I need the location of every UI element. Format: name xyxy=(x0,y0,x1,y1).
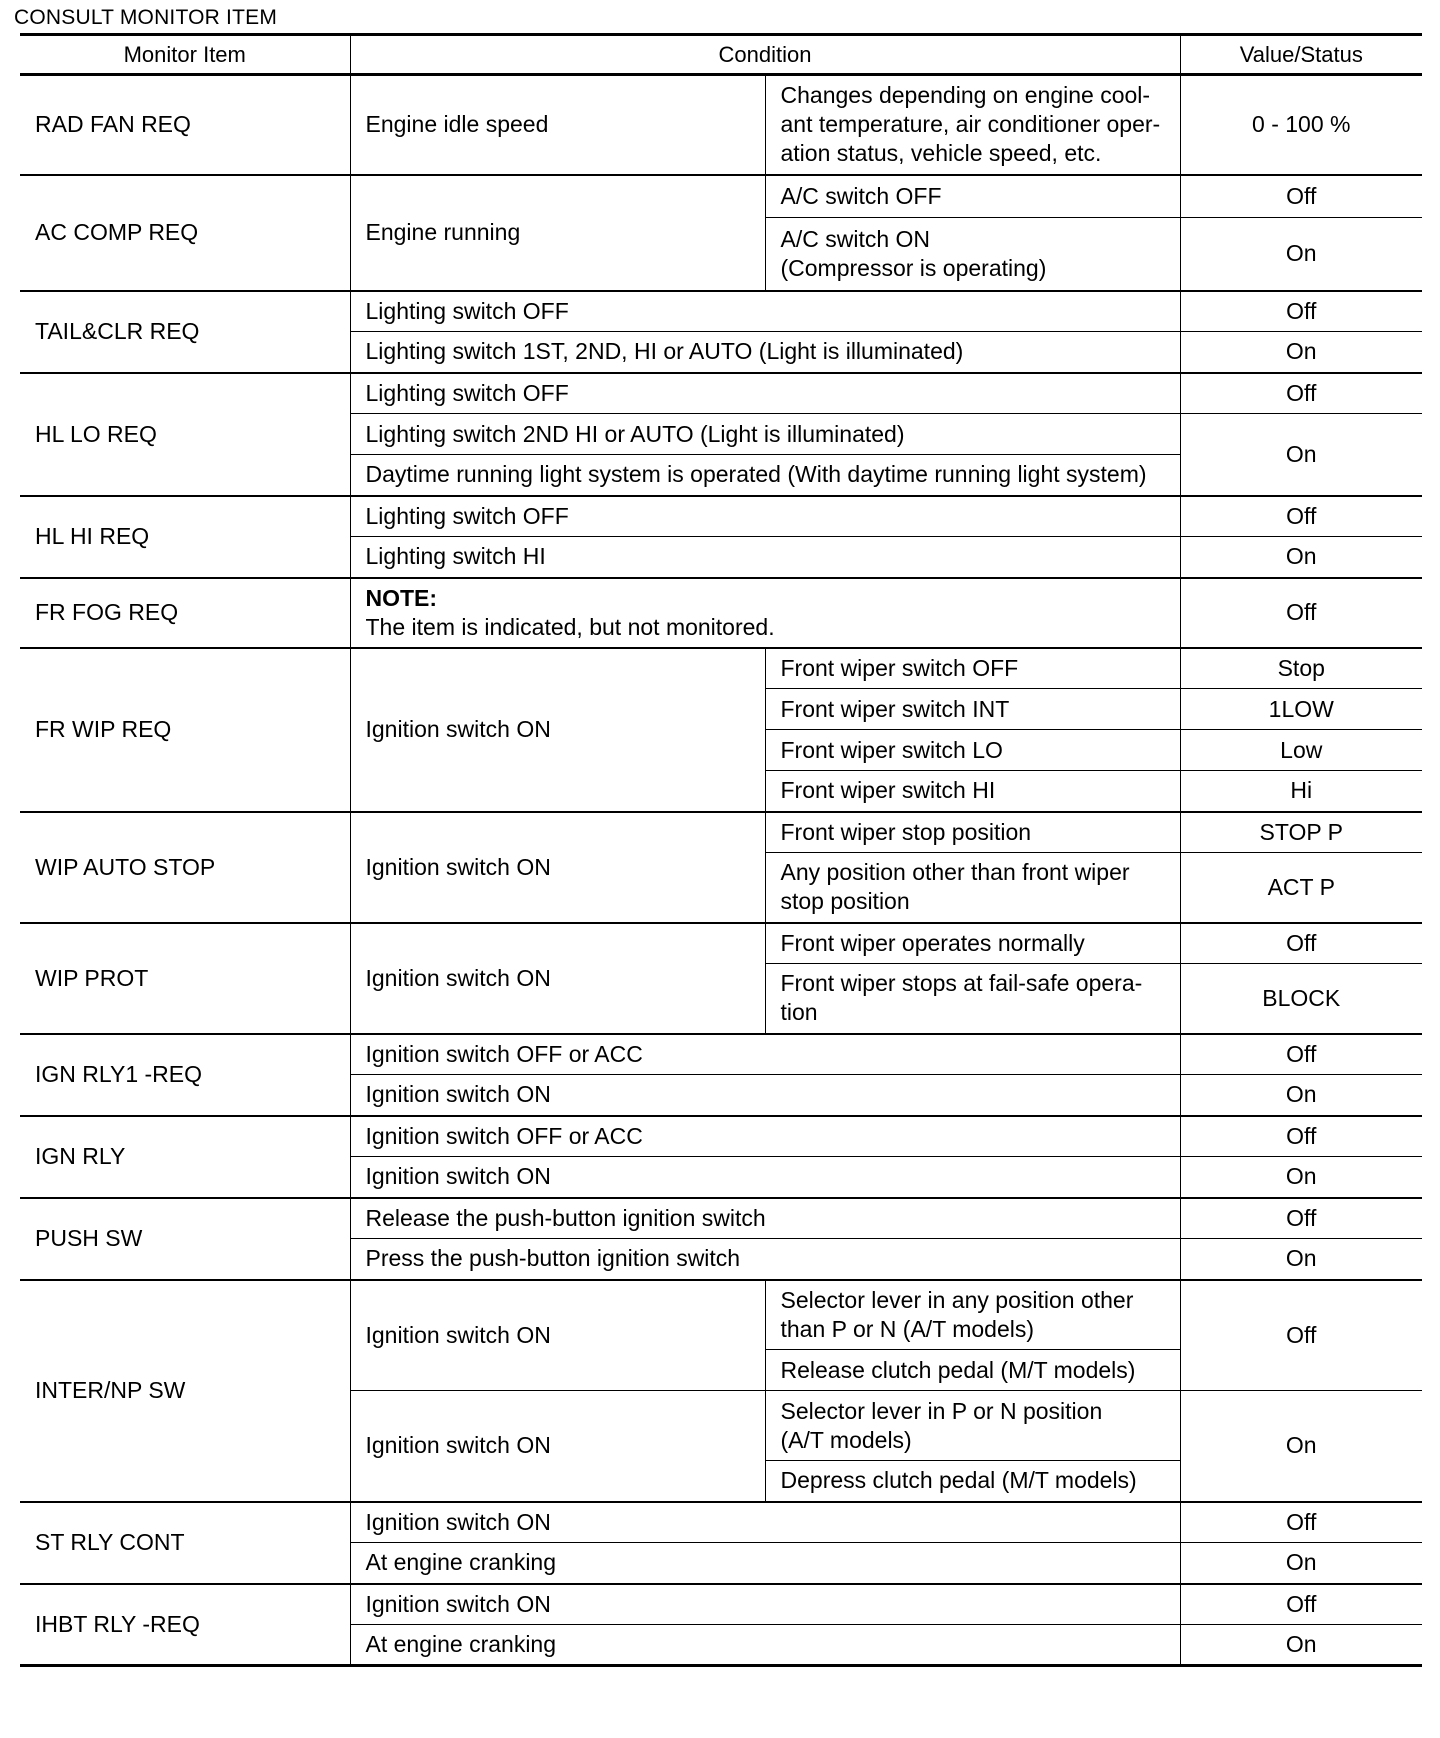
monitor-item: FR FOG REQ xyxy=(20,578,350,648)
sub-condition xyxy=(765,218,1180,291)
monitor-item: WIP PROT xyxy=(20,923,350,1034)
monitor-item: IHBT RLY -REQ xyxy=(20,1584,350,1666)
value-status: Off xyxy=(1180,923,1422,964)
condition xyxy=(350,578,1180,648)
monitor-item: RAD FAN REQ xyxy=(20,75,350,175)
table-row xyxy=(20,923,1422,964)
monitor-item: PUSH SW xyxy=(20,1198,350,1280)
table-row xyxy=(20,1034,1422,1075)
value-status: 1LOW xyxy=(1180,689,1422,730)
condition: Lighting switch 2ND HI or AUTO (Light is illuminated) xyxy=(350,414,1180,455)
sub-condition-line: Selector lever in any position other xyxy=(780,1286,1134,1313)
value-status: Off xyxy=(1180,1584,1422,1625)
condition: Ignition switch ON xyxy=(350,1157,1180,1198)
monitor-item: FR WIP REQ xyxy=(20,648,350,812)
sub-condition-line: Selector lever in P or N position xyxy=(780,1397,1103,1424)
condition: Lighting switch OFF xyxy=(350,373,1180,414)
condition: Ignition switch ON xyxy=(350,648,765,812)
sub-condition: Front wiper operates normally xyxy=(765,923,1180,964)
condition: Ignition switch ON xyxy=(350,1391,765,1502)
table-row xyxy=(20,812,1422,853)
sub-condition-line: than P or N (A/T models) xyxy=(780,1315,1035,1342)
condition: Ignition switch OFF or ACC xyxy=(350,1116,1180,1157)
sub-condition-line: (Compressor is operating) xyxy=(780,254,1047,281)
value-status: On xyxy=(1180,332,1422,373)
sub-condition: Front wiper switch OFF xyxy=(765,648,1180,689)
monitor-item: HL LO REQ xyxy=(20,373,350,496)
condition: Ignition switch ON xyxy=(350,812,765,923)
table-row xyxy=(20,1116,1422,1157)
value-status: Off xyxy=(1180,1034,1422,1075)
condition: Ignition switch ON xyxy=(350,1502,1180,1543)
table-row xyxy=(20,291,1422,332)
sub-condition-line: Front wiper stops at fail-safe opera- xyxy=(780,970,1143,997)
table-row xyxy=(20,578,1422,648)
condition: Lighting switch OFF xyxy=(350,496,1180,537)
value-status: Low xyxy=(1180,730,1422,771)
value-status: Stop xyxy=(1180,648,1422,689)
table-row xyxy=(20,373,1422,414)
table-row xyxy=(20,1280,1422,1350)
condition: Ignition switch ON xyxy=(350,1280,765,1391)
value-status: On xyxy=(1180,1543,1422,1584)
monitor-item: TAIL&CLR REQ xyxy=(20,291,350,373)
value-status: Off xyxy=(1180,1502,1422,1543)
monitor-item: HL HI REQ xyxy=(20,496,350,578)
sub-condition-line: Changes depending on engine cool- xyxy=(780,82,1151,109)
monitor-item: WIP AUTO STOP xyxy=(20,812,350,923)
value-status: Off xyxy=(1180,1198,1422,1239)
sub-condition-line: ant temperature, air conditioner oper- xyxy=(780,111,1161,138)
table-row xyxy=(20,1584,1422,1625)
value-status: On xyxy=(1180,414,1422,496)
sub-condition: Depress clutch pedal (M/T models) xyxy=(765,1461,1180,1502)
condition: Engine running xyxy=(350,175,765,291)
sub-condition xyxy=(765,853,1180,923)
table-row xyxy=(20,496,1422,537)
value-status: On xyxy=(1180,1625,1422,1666)
header-value-status: Value/Status xyxy=(1180,35,1422,75)
value-status: ACT P xyxy=(1180,853,1422,923)
condition: Ignition switch OFF or ACC xyxy=(350,1034,1180,1075)
consult-monitor-table xyxy=(20,33,1422,1667)
table-row xyxy=(20,175,1422,218)
sub-condition xyxy=(765,1391,1180,1461)
condition: Ignition switch ON xyxy=(350,1584,1180,1625)
value-status: On xyxy=(1180,1239,1422,1280)
table-row xyxy=(20,648,1422,689)
table-row xyxy=(20,1502,1422,1543)
value-status: Off xyxy=(1180,1116,1422,1157)
sub-condition: Release clutch pedal (M/T models) xyxy=(765,1350,1180,1391)
monitor-item: IGN RLY xyxy=(20,1116,350,1198)
condition: Engine idle speed xyxy=(350,75,765,175)
value-status: Off xyxy=(1180,373,1422,414)
document-title: CONSULT MONITOR ITEM xyxy=(14,6,278,29)
table-row xyxy=(20,75,1422,175)
sub-condition xyxy=(765,75,1180,175)
value-status: Off xyxy=(1180,175,1422,218)
value-status: On xyxy=(1180,537,1422,578)
sub-condition xyxy=(765,964,1180,1034)
sub-condition-line: A/C switch ON xyxy=(780,225,931,252)
monitor-item: ST RLY CONT xyxy=(20,1502,350,1584)
value-status: Off xyxy=(1180,1280,1422,1391)
condition: Release the push-button ignition switch xyxy=(350,1198,1180,1239)
value-status: BLOCK xyxy=(1180,964,1422,1034)
sub-condition-line: stop position xyxy=(780,888,910,915)
value-status: On xyxy=(1180,1075,1422,1116)
header-monitor-item: Monitor Item xyxy=(20,35,350,75)
sub-condition: Front wiper switch HI xyxy=(765,771,1180,812)
condition: Lighting switch 1ST, 2ND, HI or AUTO (Light is illuminated) xyxy=(350,332,1180,373)
sub-condition: Front wiper stop position xyxy=(765,812,1180,853)
note-label: NOTE: xyxy=(365,584,438,611)
condition: At engine cranking xyxy=(350,1543,1180,1584)
monitor-item: INTER/NP SW xyxy=(20,1280,350,1502)
condition: Lighting switch HI xyxy=(350,537,1180,578)
note-text: The item is indicated, but not monitored. xyxy=(365,613,775,640)
condition: Daytime running light system is operated (With daytime running light system) xyxy=(350,455,1180,496)
value-status: On xyxy=(1180,1157,1422,1198)
sub-condition: Front wiper switch INT xyxy=(765,689,1180,730)
sub-condition: A/C switch OFF xyxy=(765,175,1180,218)
condition: Press the push-button ignition switch xyxy=(350,1239,1180,1280)
value-status: STOP P xyxy=(1180,812,1422,853)
condition: Lighting switch OFF xyxy=(350,291,1180,332)
value-status: On xyxy=(1180,218,1422,291)
value-status: On xyxy=(1180,1391,1422,1502)
monitor-item: IGN RLY1 -REQ xyxy=(20,1034,350,1116)
sub-condition-line: ation status, vehicle speed, etc. xyxy=(780,140,1102,167)
sub-condition: Front wiper switch LO xyxy=(765,730,1180,771)
value-status: Off xyxy=(1180,291,1422,332)
value-status: Off xyxy=(1180,496,1422,537)
value-status: Off xyxy=(1180,578,1422,648)
value-status: 0 - 100 % xyxy=(1180,75,1422,175)
sub-condition-line: tion xyxy=(780,999,818,1026)
sub-condition-line: (A/T models) xyxy=(780,1426,912,1453)
monitor-item: AC COMP REQ xyxy=(20,175,350,291)
condition: Ignition switch ON xyxy=(350,923,765,1034)
condition: At engine cranking xyxy=(350,1625,1180,1666)
sub-condition-line: Any position other than front wiper xyxy=(780,859,1130,886)
table-row xyxy=(20,1198,1422,1239)
header-condition: Condition xyxy=(350,35,1180,75)
value-status: Hi xyxy=(1180,771,1422,812)
sub-condition xyxy=(765,1280,1180,1350)
condition: Ignition switch ON xyxy=(350,1075,1180,1116)
